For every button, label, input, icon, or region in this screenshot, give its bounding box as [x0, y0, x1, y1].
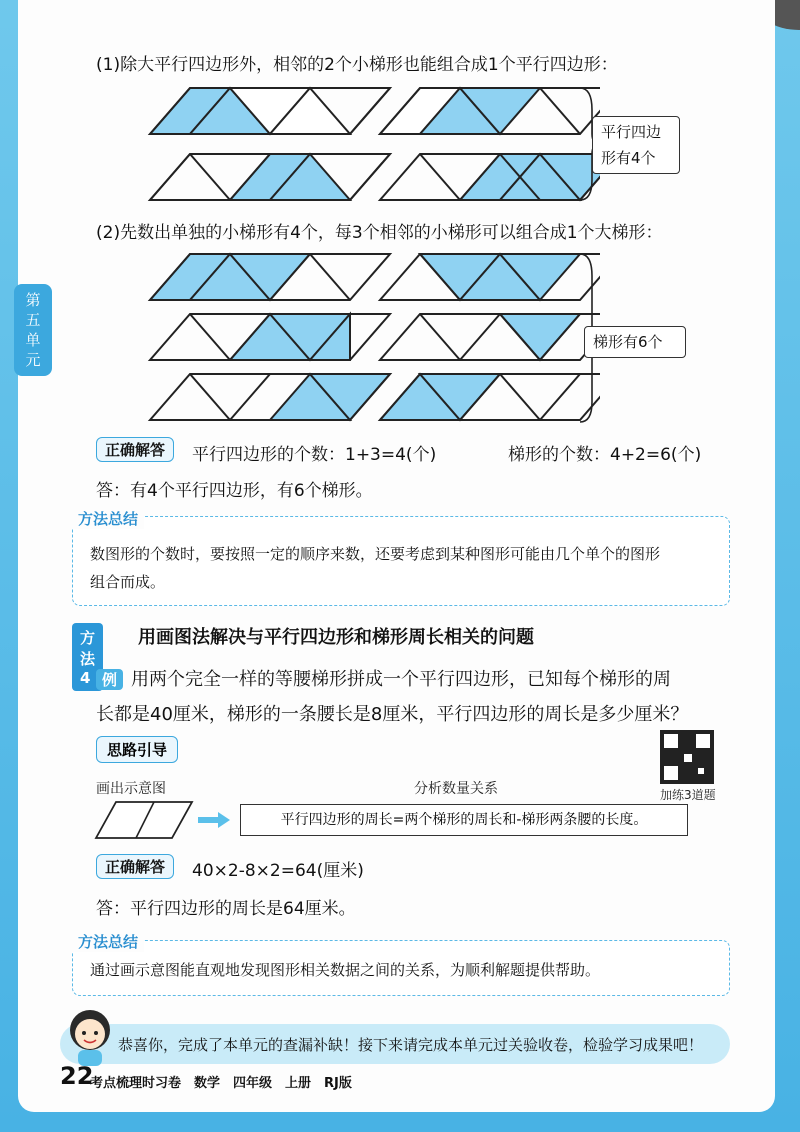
- answer1-tag-text: 正确解答: [96, 437, 174, 462]
- answer1-calc1: 平行四边形的个数：1+3=4(个): [192, 445, 437, 465]
- answer1-calc2: 梯形的个数：4+2=6(个): [508, 445, 702, 465]
- page-number: 22: [60, 1062, 94, 1090]
- trapezoid-strip: [150, 88, 390, 134]
- trapezoid-strip: [380, 374, 600, 420]
- summary1-line: 组合而成。: [90, 573, 166, 591]
- relation-box: [240, 804, 688, 836]
- answer2-tag: [96, 854, 174, 879]
- side-tab-char: 单: [25, 331, 41, 349]
- answer2-final: 答：平行四边形的周长是64厘米。: [96, 899, 356, 919]
- trapezoid-strip: [380, 154, 600, 200]
- summary2-label: 方法总结: [72, 931, 144, 952]
- method4-title: 用画图法解决与平行四边形和梯形周长相关的问题: [138, 627, 534, 648]
- example-tag: 例: [96, 669, 123, 690]
- summary1-line: 数图形的个数时，要按照一定的顺序来数，还要考虑到某种图形可能由几个单个的图形: [90, 545, 661, 563]
- trapezoid-strip: [380, 88, 600, 134]
- answer2-calc: 40×2-8×2=64(厘米): [192, 861, 364, 881]
- trapezoid-strip: [150, 154, 390, 200]
- example-line1: [96, 665, 671, 691]
- example-line2: 长都是40厘米，梯形的一条腰长是8厘米，平行四边形的周长是多少厘米？: [96, 704, 689, 725]
- draw-label: 画出示意图: [96, 781, 166, 797]
- side-tab-char: 五: [25, 311, 41, 329]
- part1-note: [592, 116, 680, 174]
- answer1-tag: [96, 437, 174, 462]
- arrow-right-icon: [198, 812, 230, 828]
- trapezoid-strip: [150, 314, 390, 360]
- guide-tag: 思路引导: [96, 736, 178, 763]
- cartoon-girl-icon: [64, 1004, 116, 1068]
- summary2-text: 通过画示意图能直观地发现图形相关数据之间的关系，为顺利解题提供帮助。: [90, 961, 601, 979]
- relation-text: 平行四边形的周长=两个梯形的周长和-梯形两条腰的长度。: [280, 812, 648, 828]
- answer2-tag-text: 正确解答: [96, 854, 174, 879]
- part1-note-text: 平行四边形有4个: [601, 123, 662, 167]
- trapezoid-strip: [150, 254, 390, 300]
- part2-title: (2)先数出单独的小梯形有4个，每3个相邻的小梯形可以组合成1个大梯形：: [96, 223, 663, 243]
- book-info: 考点梳理时习卷 数学 四年级 上册 RJ版: [90, 1076, 352, 1091]
- qr-caption: 加练3道题: [660, 788, 716, 802]
- trapezoid-strip: [380, 254, 600, 300]
- summary1-label: 方法总结: [72, 508, 144, 529]
- answer1-final: 答：有4个平行四边形，有6个梯形。: [96, 481, 373, 501]
- side-tab-char: 元: [25, 351, 41, 369]
- part1-figures: [140, 80, 600, 210]
- qr-code[interactable]: [660, 730, 714, 784]
- unit-side-tab: [14, 284, 52, 376]
- diagram-parallelogram: [94, 800, 194, 840]
- part2-note: [584, 326, 686, 358]
- side-tab-char: 第: [25, 291, 41, 309]
- part2-figures: [140, 246, 600, 426]
- method4-label: 方法4: [72, 623, 103, 691]
- summary1-text: [90, 540, 660, 596]
- trapezoid-strip: [380, 314, 600, 360]
- part2-note-text: 梯形有6个: [593, 333, 663, 351]
- example-text: 用两个完全一样的等腰梯形拼成一个平行四边形，已知每个梯形的周: [131, 669, 672, 690]
- trapezoid-strip: [150, 374, 390, 420]
- part1-title: (1)除大平行四边形外，相邻的2个小梯形也能组合成1个平行四边形：: [96, 55, 618, 75]
- analyze-label: 分析数量关系: [414, 781, 498, 797]
- footer-banner-text: 恭喜你，完成了本单元的查漏补缺！接下来请完成本单元过关验收卷，检验学习成果吧！: [118, 1036, 704, 1054]
